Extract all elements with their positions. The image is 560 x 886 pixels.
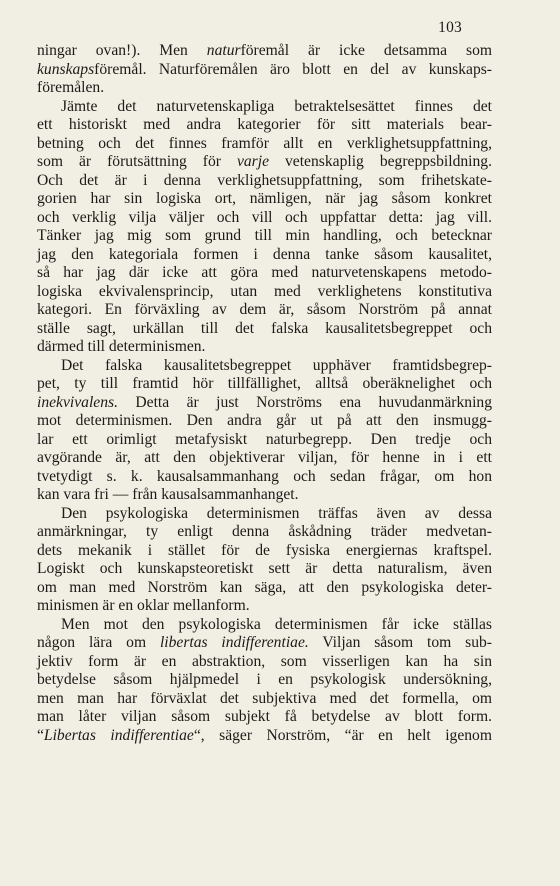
text-segment: Jämte det naturvetenskapliga betraktelsesättet finnes det (61, 97, 492, 115)
text-line (37, 505, 492, 524)
text-line (37, 431, 492, 450)
body-text (37, 42, 492, 745)
text-segment: “ (37, 726, 44, 744)
text-line (37, 523, 492, 542)
text-line (37, 579, 492, 598)
text-segment: Detta är just Norströms ena huvudanmärkning (117, 393, 492, 411)
text-segment: föremål är icke detsamma som (240, 42, 492, 59)
text-segment: Det falska kausalitetsbegreppet upphäver framtidsbegrep- (61, 356, 492, 374)
text-segment: föremål. Naturföremålen äro blott en del av kunskaps- (94, 60, 492, 78)
text-segment: Viljan såsom tom sub- (308, 634, 492, 651)
text-line (37, 449, 492, 468)
text-segment: jektiv form är en abstraktion, som visserligen kan ha sin (37, 652, 492, 670)
text-segment: vetenskaplig begreppsbildning. (269, 153, 492, 170)
text-segment: gorien har sin logiska ort, nämligen, när jag såsom konkret (37, 190, 492, 207)
text-segment: avgörande är, att den objektiverar viljan, för henne in i ett (37, 449, 492, 466)
text-line (37, 42, 492, 61)
italic-text: natur (206, 42, 241, 59)
text-segment: man låter viljan såsom subjekt få betydelse av blott form. (37, 708, 492, 725)
italic-text: libertas indifferentiae. (159, 634, 309, 651)
text-line (37, 320, 492, 339)
text-line (37, 172, 492, 191)
italic-text: Libertas indifferentiae (43, 726, 194, 744)
text-segment: jag den kategoriala formen i denna tanke såsom kausalitet, (37, 245, 492, 263)
text-segment: “, säger Norström, “är en helt igenom (193, 726, 492, 744)
text-segment: kategori. En förväxling av dem är, såsom Norström på annat (37, 301, 492, 318)
text-segment: betning och det finnes framför allt en verklighetsuppfattning, (37, 134, 492, 152)
text-line (37, 616, 492, 635)
text-line (37, 61, 492, 80)
text-segment: Den psykologiska determinismen träffas även av dessa (61, 504, 492, 522)
text-segment: dets mekanik i stället för de fysiska energiernas kraftspel. (37, 541, 492, 559)
text-segment: och verklig vilja väljer och vill och uppfattar detta: jag vill. (37, 208, 492, 226)
text-line (37, 671, 492, 690)
text-line (37, 412, 492, 431)
text-segment: ningar ovan!). Men (37, 42, 207, 59)
text-line (37, 357, 492, 376)
page-number: 103 (438, 19, 462, 36)
text-line (37, 264, 492, 283)
text-segment: därmed till determinismen. (37, 338, 206, 355)
text-line (37, 190, 492, 209)
text-line (37, 634, 492, 653)
text-line (37, 375, 492, 394)
text-line (37, 560, 492, 579)
text-segment: föremålen. (37, 79, 105, 96)
text-line (37, 690, 492, 709)
text-line (37, 708, 492, 727)
text-line (37, 135, 492, 154)
text-segment: Tänker jag mig som grund till min handling, och betecknar (37, 227, 492, 244)
text-segment: anmärkningar, ty enligt denna åskådning träder medvetan- (37, 523, 492, 540)
text-segment: pet, ty till framtid hör tillfällighet, alltså oberäknelighet och (37, 375, 492, 392)
text-line (37, 727, 492, 746)
text-line (37, 486, 492, 505)
italic-text: varje (236, 153, 270, 170)
text-line (37, 98, 492, 117)
text-line (37, 338, 492, 357)
text-line (37, 116, 492, 135)
text-line (37, 468, 492, 487)
text-line (37, 597, 492, 616)
text-line (37, 79, 492, 98)
text-segment: ett historiskt med andra kategorier för sitt materials bear- (37, 116, 492, 133)
text-segment: som är förutsättning för (37, 153, 237, 170)
text-segment: någon lära om (37, 634, 160, 651)
italic-text: kunskaps (37, 60, 95, 78)
text-line (37, 246, 492, 265)
text-line (37, 227, 492, 246)
text-segment: om man med Norström kan säga, att den psykologiska deter- (37, 578, 492, 596)
text-segment: mot determinismen. Den andra går ut på att den insmugg- (37, 412, 492, 429)
text-segment: lar ett orimligt metafysiskt naturbegrepp. Den tredje och (37, 430, 492, 448)
text-segment: betydelse såsom hjälpmedel i en psykologisk undersökning, (37, 671, 492, 688)
text-line (37, 283, 492, 302)
text-segment: tvetydigt s. k. kausalsammanhang och sedan frågar, om hon (37, 467, 492, 485)
text-segment: ställe sagt, urkällan till det falska kausalitetsbegreppet och (37, 319, 492, 337)
text-segment: Och det är i denna verklighetsuppfattning, som frihetskate- (37, 171, 492, 189)
text-line (37, 153, 492, 172)
text-segment: logiska ekvivalensprincip, utan med verklighetens konstitutiva (37, 282, 492, 300)
text-line (37, 542, 492, 561)
text-segment: kan vara fri — från kausalsammanhanget. (37, 486, 299, 503)
text-line (37, 209, 492, 228)
text-segment: Men mot den psykologiska determinismen får icke ställas (61, 615, 492, 633)
text-segment: men man har förväxlat det subjektiva med det formella, om (37, 689, 492, 707)
text-line (37, 394, 492, 413)
text-line (37, 653, 492, 672)
text-segment: så har jag där icke att göra med naturvetenskapens metodo- (37, 264, 492, 281)
italic-text: inekvivalens. (37, 393, 118, 411)
text-segment: Logiskt och kunskapsteoretiskt sett är detta naturalism, även (37, 560, 492, 577)
text-segment: minismen är en oklar mellanform. (37, 597, 250, 614)
text-line (37, 301, 492, 320)
